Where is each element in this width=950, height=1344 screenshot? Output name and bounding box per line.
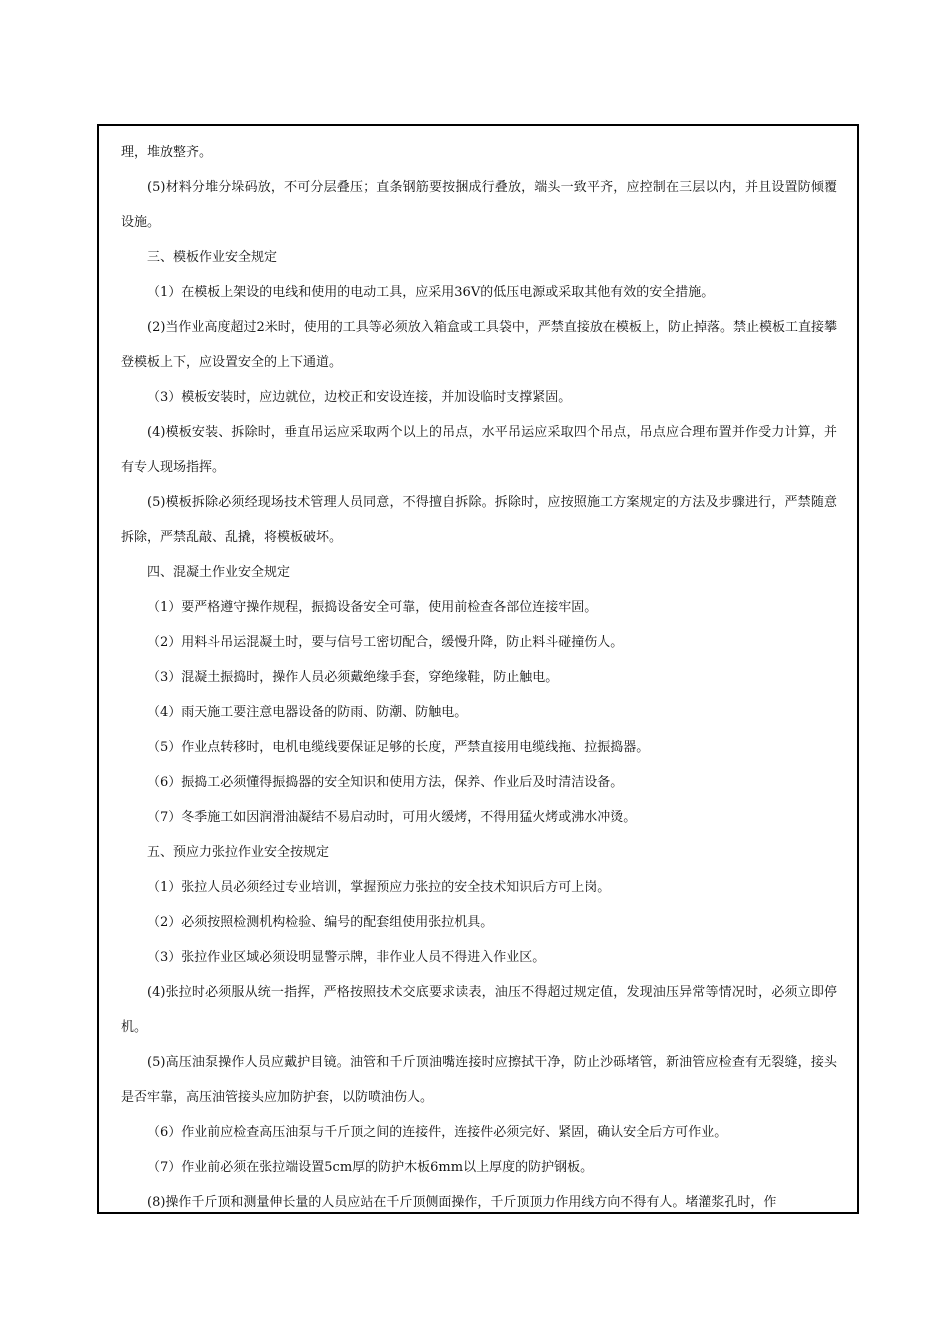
- section-heading: 五、预应力张拉作业安全按规定: [147, 845, 330, 860]
- paragraph-item: (5)高压油泵操作人员应戴护目镜。油管和千斤顶油嘴连接时应擦拭干净，防止沙砾堵管，新油管应检查有无裂缝，接头是否牢靠，高压油管接头应加防护套，以防喷油伤人。: [121, 1055, 837, 1105]
- document-frame: [97, 124, 859, 1214]
- paragraph-item: （7）作业前必须在张拉端设置5cm厚的防护木板6mm以上厚度的防护钢板。: [147, 1160, 594, 1175]
- paragraph-item: （2）必须按照检测机构检验、编号的配套组使用张拉机具。: [147, 915, 494, 930]
- paragraph-item: （7）冬季施工如因润滑油凝结不易启动时，可用火缓烤，不得用猛火烤或沸水冲烫。: [147, 810, 637, 825]
- paragraph-item: (2)当作业高度超过2米时，使用的工具等必须放入箱盒或工具袋中，严禁直接放在模板上，防止掉落。禁止模板工直接攀登模板上下，应设置安全的上下通道。: [121, 320, 837, 370]
- paragraph-item: （1）张拉人员必须经过专业培训，掌握预应力张拉的安全技术知识后方可上岗。: [147, 880, 611, 895]
- document-body: [99, 126, 857, 1214]
- paragraph-item: （1）在模板上架设的电线和使用的电动工具，应采用36V的低压电源或采取其他有效的安全措施。: [147, 285, 715, 300]
- paragraph-item: (5)材料分堆分垛码放，不可分层叠压；直条钢筋要按捆成行叠放，端头一致平齐，应控制在三层以内，并且设置防倾覆设施。: [121, 180, 837, 230]
- paragraph-item: (4)模板安装、拆除时，垂直吊运应采取两个以上的吊点，水平吊运应采取四个吊点，吊点应合理布置并作受力计算，并有专人现场指挥。: [121, 425, 837, 475]
- paragraph-item: （3）模板安装时，应边就位，边校正和安设连接，并加设临时支撑紧固。: [147, 390, 572, 405]
- paragraph-item: （2）用料斗吊运混凝土时，要与信号工密切配合，缓慢升降，防止料斗碰撞伤人。: [147, 635, 624, 650]
- paragraph-item: (8)操作千斤顶和测量伸长量的人员应站在千斤顶侧面操作，千斤顶顶力作用线方向不得有人。堵灌浆孔时，作: [147, 1195, 777, 1210]
- section-heading: 三、模板作业安全规定: [147, 250, 278, 265]
- paragraph-item: (5)模板拆除必须经现场技术管理人员同意，不得擅自拆除。拆除时，应按照施工方案规定的方法及步骤进行，严禁随意拆除，严禁乱敲、乱撬，将模板破坏。: [121, 495, 837, 545]
- paragraph-item: (4)张拉时必须服从统一指挥，严格按照技术交底要求读表，油压不得超过规定值，发现油压异常等情况时，必须立即停机。: [121, 985, 837, 1035]
- paragraph-item: （1）要严格遵守操作规程，振捣设备安全可靠，使用前检查各部位连接牢固。: [147, 600, 598, 615]
- paragraph-item: （6）作业前应检查高压油泵与千斤顶之间的连接件，连接件必须完好、紧固，确认安全后方可作业。: [147, 1125, 728, 1140]
- paragraph-item: （5）作业点转移时，电机电缆线要保证足够的长度，严禁直接用电缆线拖、拉振捣器。: [147, 740, 650, 755]
- paragraph-item: （6）振捣工必须懂得振捣器的安全知识和使用方法，保养、作业后及时清洁设备。: [147, 775, 624, 790]
- paragraph-item: （3）混凝土振捣时，操作人员必须戴绝缘手套，穿绝缘鞋，防止触电。: [147, 670, 559, 685]
- paragraph-continuation: 理，堆放整齐。: [121, 145, 213, 160]
- paragraph-item: （3）张拉作业区域必须设明显警示牌，非作业人员不得进入作业区。: [147, 950, 546, 965]
- paragraph-item: （4）雨天施工要注意电器设备的防雨、防潮、防触电。: [147, 705, 468, 720]
- section-heading: 四、混凝土作业安全规定: [147, 565, 291, 580]
